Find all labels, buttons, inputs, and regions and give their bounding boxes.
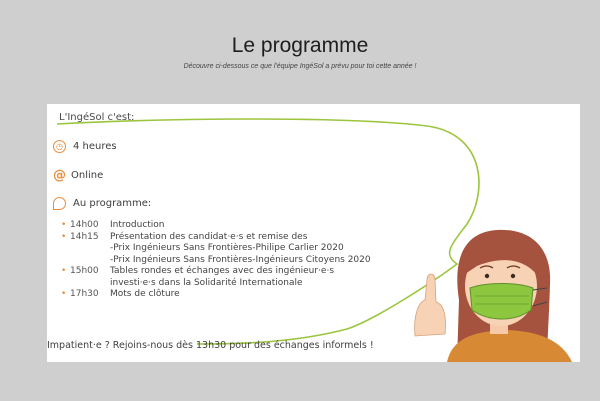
schedule-item: • 15h00 Tables rondes et échanges avec des ingénieur·e·s <box>61 266 335 276</box>
schedule-text: -Prix Ingénieurs Sans Frontières-Ingénieurs Citoyens 2020 <box>110 254 371 265</box>
schedule-text: investi·e·s dans la Solidarité Internationale <box>110 277 303 288</box>
schedule-time: 15h00 <box>70 266 99 276</box>
clock-icon: ◷ <box>53 140 66 153</box>
schedule-item: • 14h00 Introduction <box>61 220 165 230</box>
mode-row <box>53 170 103 181</box>
page-subtitle: Découvre ci-dessous ce que l'équipe IngéSol a prévu pour toi cette année ! <box>183 63 417 70</box>
girl-illustration <box>415 230 572 362</box>
schedule-time: 14h00 <box>70 220 99 230</box>
schedule-text: Présentation des candidat·e·s et remise des <box>110 231 308 242</box>
schedule-time: 14h15 <box>70 231 99 242</box>
program-row <box>53 197 151 210</box>
schedule-subline <box>61 243 371 255</box>
at-icon: @ <box>53 168 66 183</box>
schedule-item: • 17h30 Mots de clôture <box>61 289 180 299</box>
schedule-text: -Prix Ingénieurs Sans Frontières-Philipe Carlier 2020 <box>110 243 344 253</box>
speech-bubble-icon <box>53 197 66 210</box>
schedule-time: 17h30 <box>70 289 99 299</box>
page-title: Le programme <box>231 34 369 57</box>
schedule-item: • 14h15 Présentation des candidat·e·s et remise des <box>61 231 308 242</box>
program-label: Au programme: <box>73 198 152 209</box>
program-image-panel <box>47 104 580 362</box>
schedule-text: Introduction <box>110 220 165 230</box>
info-heading: L'IngéSol c'est: <box>59 112 135 123</box>
schedule-text: Tables rondes et échanges avec des ingénieur·e·s <box>110 266 335 276</box>
schedule-list <box>61 220 371 301</box>
duration-row <box>53 140 117 153</box>
duration-text: 4 heures <box>73 141 117 152</box>
schedule-subline <box>61 255 371 267</box>
schedule-subline <box>61 278 371 290</box>
schedule-text: Mots de clôture <box>110 289 180 299</box>
mode-text: Online <box>71 170 104 181</box>
footer-invitation: Impatient·e ? Rejoins-nous dès 13h30 pour des échanges informels ! <box>47 340 374 351</box>
